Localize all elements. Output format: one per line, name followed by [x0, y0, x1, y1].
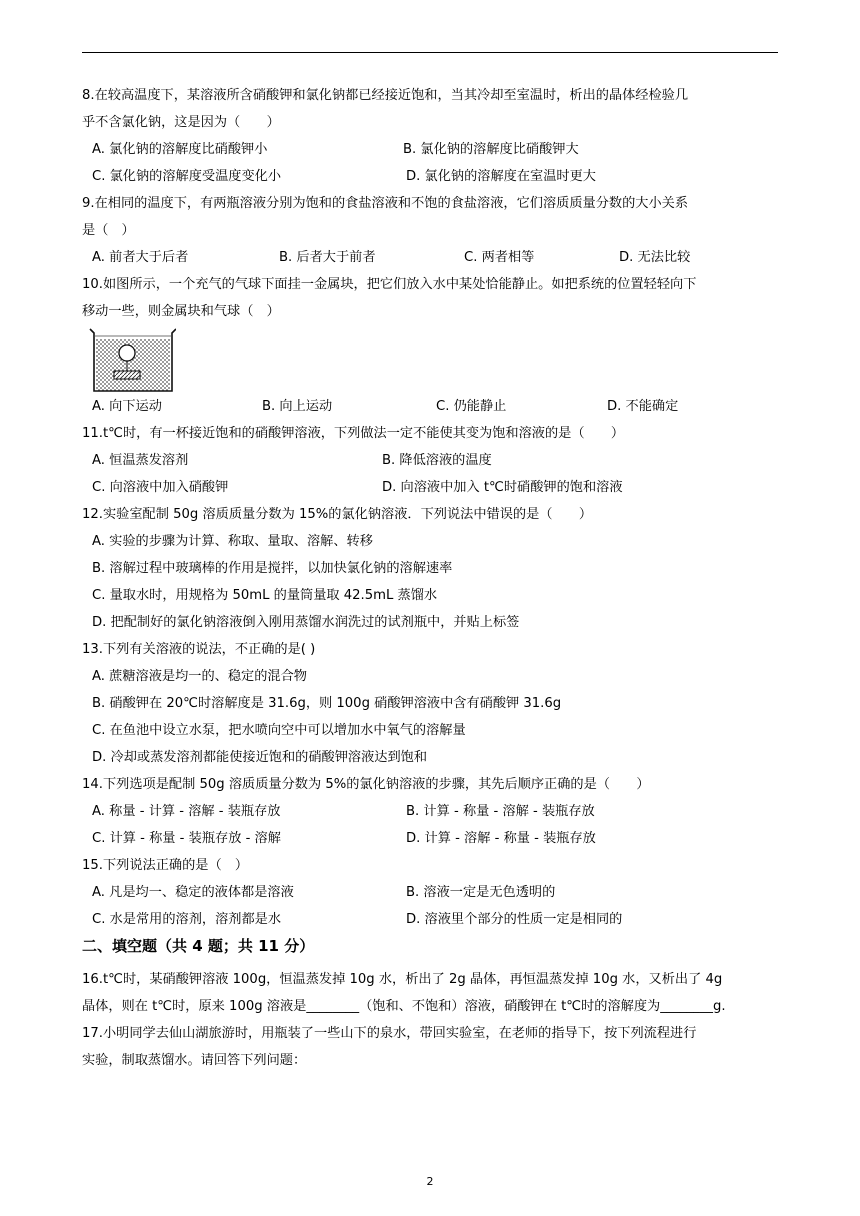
- balloon: [119, 345, 135, 361]
- q11-option-d: D. 向溶液中加入 t℃时硝酸钾的饱和溶液: [382, 480, 623, 495]
- header-rule: [82, 52, 778, 53]
- q12-stem: 12.实验室配制 50g 溶质质量分数为 15%的氯化钠溶液．下列说法中错误的是（ ）: [82, 507, 593, 522]
- q14-stem: 14.下列选项是配制 50g 溶质质量分数为 5%的氯化钠溶液的步骤，其先后顺序正确的是（ ）: [82, 777, 650, 792]
- q9-stem-line2: 是（ ）: [82, 223, 135, 238]
- q16-stem-line2: 晶体，则在 t℃时，原来 100g 溶液是________（饱和、不饱和）溶液，硝酸钾在 t℃时的溶解度为________g.: [82, 999, 726, 1014]
- q14-option-d: D. 计算 - 溶解 - 称量 - 装瓶存放: [406, 831, 596, 846]
- q9-option-a: A. 前者大于后者: [92, 250, 189, 265]
- q15-option-a: A. 凡是均一、稳定的液体都是溶液: [92, 885, 294, 900]
- q13-option-c: C. 在鱼池中设立水泵，把水喷向空中可以增加水中氧气的溶解量: [92, 723, 466, 738]
- q13-stem: 13.下列有关溶液的说法，不正确的是( ): [82, 642, 316, 657]
- q10-stem-line1: 10.如图所示，一个充气的气球下面挂一金属块，把它们放入水中某处恰能静止。如把系统的位置轻轻向下: [82, 277, 697, 292]
- q12-option-b: B. 溶解过程中玻璃棒的作用是搅拌，以加快氯化钠的溶解速率: [92, 561, 453, 576]
- q15-option-d: D. 溶液里个部分的性质一定是相同的: [406, 912, 623, 927]
- q13-option-a: A. 蔗糖溶液是均一的、稳定的混合物: [92, 669, 307, 684]
- q15-option-c: C. 水是常用的溶剂，溶剂都是水: [92, 912, 282, 927]
- q10-stem-line2: 移动一些，则金属块和气球（ ）: [82, 304, 280, 319]
- q16-stem-line1: 16.t℃时，某硝酸钾溶液 100g，恒温蒸发掉 10g 水，析出了 2g 晶体，再恒温蒸发掉 10g 水，又析出了 4g: [82, 972, 723, 987]
- metal-block: [114, 371, 140, 379]
- q10-option-b: B. 向上运动: [262, 399, 333, 414]
- q8-stem-line2: 乎不含氯化钠，这是因为（ ）: [82, 115, 280, 130]
- q14-option-c: C. 计算 - 称量 - 装瓶存放 - 溶解: [92, 831, 281, 846]
- q8-option-d: D. 氯化钠的溶解度在室温时更大: [406, 169, 596, 184]
- q12-option-c: C. 量取水时，用规格为 50mL 的量筒量取 42.5mL 蒸馏水: [92, 588, 438, 603]
- q10-option-a: A. 向下运动: [92, 399, 162, 414]
- q9-option-d: D. 无法比较: [619, 250, 691, 265]
- q17-stem-line2: 实验，制取蒸馏水。请回答下列问题：: [82, 1053, 307, 1068]
- q11-option-a: A. 恒温蒸发溶剂: [92, 453, 189, 468]
- q14-option-b: B. 计算 - 称量 - 溶解 - 装瓶存放: [406, 804, 595, 819]
- section-heading-fill-in: 二、填空题（共 4 题；共 11 分）: [82, 937, 315, 955]
- q8-stem-line1: 8.在较高温度下，某溶液所含硝酸钾和氯化钠都已经接近饱和，当其冷却至室温时，析出的晶体经检验几: [82, 88, 689, 103]
- q15-option-b: B. 溶液一定是无色透明的: [406, 885, 556, 900]
- q8-option-c: C. 氯化钠的溶解度受温度变化小: [92, 169, 282, 184]
- q9-option-b: B. 后者大于前者: [279, 250, 376, 265]
- q13-option-d: D. 冷却或蒸发溶剂都能使接近饱和的硝酸钾溶液达到饱和: [92, 750, 428, 765]
- q17-stem-line1: 17.小明同学去仙山湖旅游时，用瓶装了一些山下的泉水，带回实验室，在老师的指导下，按下列流程进行: [82, 1026, 697, 1041]
- q8-option-a: A. 氯化钠的溶解度比硝酸钾小: [92, 142, 268, 157]
- q12-option-a: A. 实验的步骤为计算、称取、量取、溶解、转移: [92, 534, 373, 549]
- q11-option-b: B. 降低溶液的温度: [382, 453, 492, 468]
- page-number: 2: [426, 1175, 434, 1188]
- q9-option-c: C. 两者相等: [464, 250, 535, 265]
- q15-stem: 15.下列说法正确的是（ ）: [82, 858, 249, 873]
- q9-stem-line1: 9.在相同的温度下，有两瓶溶液分别为饱和的食盐溶液和不饱的食盐溶液，它们溶质质量分数的大小关系: [82, 196, 689, 211]
- q11-stem: 11.t℃时，有一杯接近饱和的硝酸钾溶液，下列做法一定不能使其变为饱和溶液的是（ ）: [82, 426, 625, 441]
- q10-option-c: C. 仍能静止: [436, 399, 507, 414]
- q14-option-a: A. 称量 - 计算 - 溶解 - 装瓶存放: [92, 804, 281, 819]
- q11-option-c: C. 向溶液中加入硝酸钾: [92, 480, 229, 495]
- q8-option-b: B. 氯化钠的溶解度比硝酸钾大: [403, 142, 579, 157]
- q13-option-b: B. 硝酸钾在 20℃时溶解度是 31.6g，则 100g 硝酸钾溶液中含有硝酸钾 31.6g: [92, 696, 562, 711]
- q10-option-d: D. 不能确定: [607, 399, 679, 414]
- beaker-diagram: [88, 327, 176, 393]
- beaker-balloon-figure: [88, 327, 176, 393]
- q12-option-d: D. 把配制好的氯化钠溶液倒入刚用蒸馏水润洗过的试剂瓶中，并贴上标签: [92, 615, 520, 630]
